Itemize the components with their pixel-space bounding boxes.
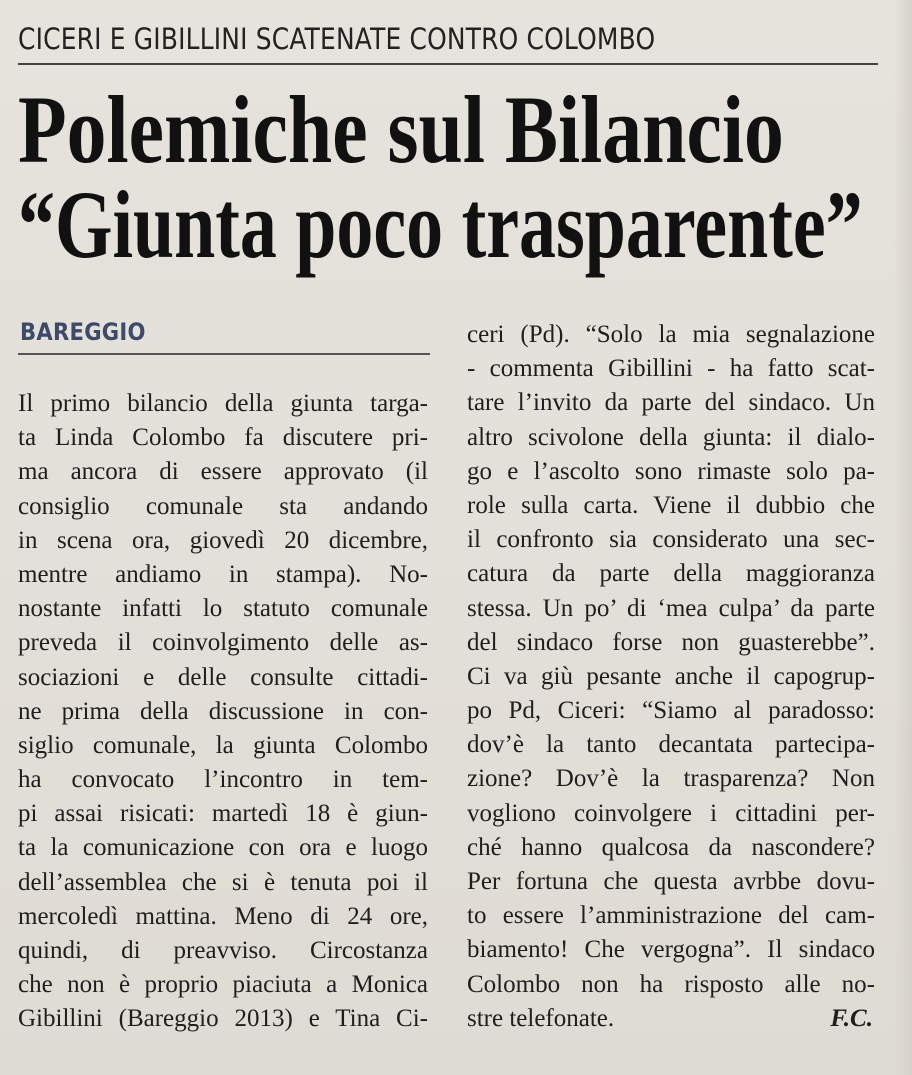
body-line: po Pd, Ciceri: “Siamo al paradosso: <box>467 697 875 725</box>
body-line: Ci va giù pesante anche il capogrup- <box>467 662 875 690</box>
page-edge-shadow <box>894 0 912 1075</box>
body-line: Colombo non ha risposto alle no- <box>467 970 875 998</box>
body-line: - commenta Gibillini - ha fatto scat- <box>467 355 875 383</box>
body-line: ceri (Pd). “Solo la mia segnalazione <box>467 321 875 348</box>
body-line: vogliono coinvolgere i cittadini per- <box>467 799 875 827</box>
body-line: che non è proprio piaciuta a Monica <box>18 971 428 999</box>
closing-line: stre telefonate. <box>467 1004 615 1032</box>
headline-line-1: Polemiche sul Bilancio <box>18 76 784 183</box>
body-line: ma ancora di essere approvato (il <box>18 458 428 486</box>
body-line: tare l’invito da parte del sindaco. Un <box>467 389 875 417</box>
closing-line-row <box>467 1002 875 1036</box>
section-label: BAREGGIO <box>20 318 146 346</box>
body-line: pi assai risicati: martedì 18 è giun- <box>18 800 428 828</box>
body-line: del sindaco forse non guasterebbe”. <box>467 628 875 656</box>
body-line: Per fortuna che questa avrbbe dovu- <box>467 868 875 895</box>
body-line: zione? Dov’è la trasparenza? Non <box>467 765 875 793</box>
body-line: role sulla carta. Viene il dubbio che <box>467 491 875 519</box>
article-kicker: CICERI E GIBILLINI SCATENATE CONTRO COLOMBO <box>18 22 656 56</box>
section-divider <box>18 353 430 355</box>
body-line: consiglio comunale sta andando <box>18 492 428 520</box>
body-line: ta Linda Colombo fa discutere pri- <box>18 424 428 452</box>
body-line: dov’è la tanto decantata partecipa- <box>467 731 875 759</box>
body-line: ta la comunicazione con ora e luogo <box>18 834 428 862</box>
body-line: mentre andiamo in stampa). No- <box>18 560 428 588</box>
body-line: go e l’ascolto sono rimaste solo pa- <box>467 457 875 485</box>
body-line: nostante infatti lo statuto comunale <box>18 595 428 623</box>
body-column-left <box>18 387 428 1037</box>
body-line: Gibillini (Bareggio 2013) e Tina Ci- <box>18 1005 428 1033</box>
body-line: dell’assemblea che si è tenuta poi il <box>18 868 428 896</box>
body-line: preveda il coinvolgimento delle as- <box>18 629 428 657</box>
body-line: to essere l’amministrazione del cam- <box>467 902 875 930</box>
body-line: sociazioni e delle consulte cittadi- <box>18 663 428 691</box>
body-column-right <box>467 318 875 1036</box>
author-signature: F.C. <box>830 1004 873 1032</box>
body-line: catura da parte della maggioranza <box>467 560 875 588</box>
body-line: mercoledì mattina. Meno di 24 ore, <box>18 902 428 930</box>
body-line: altro scivolone della giunta: il dialo- <box>467 423 875 451</box>
body-line: ché hanno qualcosa da nascondere? <box>467 833 875 861</box>
body-line: quindi, di preavviso. Circostanza <box>18 937 428 964</box>
body-line: siglio comunale, la giunta Colombo <box>18 731 428 759</box>
kicker-divider <box>18 63 878 65</box>
body-line: il confronto sia considerato una sec- <box>467 526 875 554</box>
body-line: in scena ora, giovedì 20 dicembre, <box>18 526 428 554</box>
body-line: biamento! Che vergogna”. Il sindaco <box>467 936 875 964</box>
body-line: Il primo bilancio della giunta targa- <box>18 390 428 417</box>
body-line: ha convocato l’incontro in tem- <box>18 766 428 794</box>
headline-line-2: “Giunta poco trasparente” <box>18 171 863 278</box>
body-line: stessa. Un po’ di ‘mea culpa’ da parte <box>467 594 875 622</box>
body-line: ne prima della discussione in con- <box>18 697 428 725</box>
